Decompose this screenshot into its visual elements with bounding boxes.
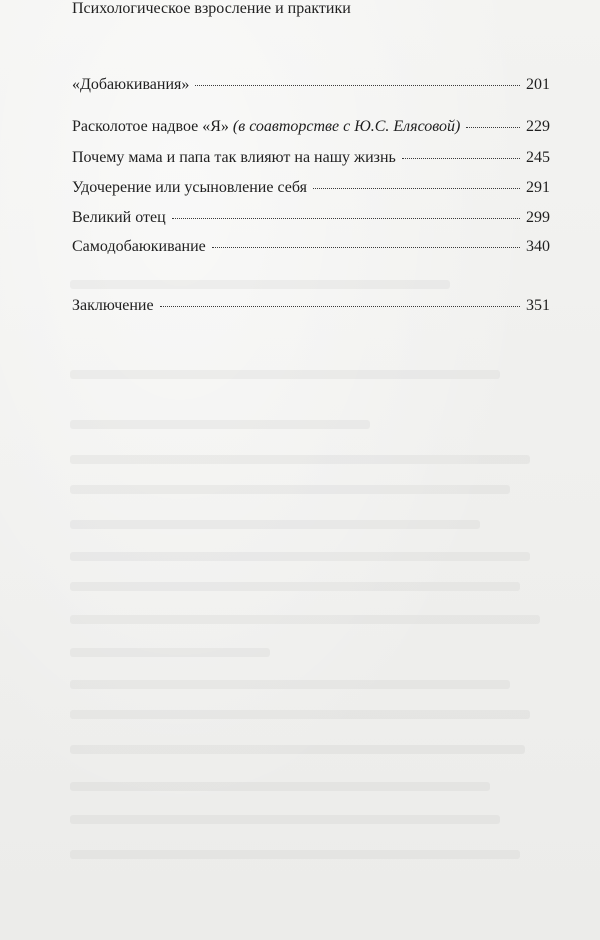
toc-entry-title <box>72 118 460 136</box>
dot-leader <box>195 85 520 86</box>
toc-entry-title-line1: Психологическое взросление и практики <box>72 0 351 17</box>
toc-page-number: 351 <box>526 297 550 314</box>
toc-page-number: 201 <box>526 76 550 93</box>
toc-page-number: 291 <box>526 179 550 196</box>
toc-entry[interactable] <box>72 209 550 227</box>
table-of-contents <box>72 0 550 314</box>
toc-entry[interactable] <box>72 76 550 94</box>
bleed-through-text <box>70 270 540 890</box>
toc-page-number: 299 <box>526 209 550 226</box>
toc-entry-title: Почему мама и папа так влияют на нашу жизнь <box>72 149 396 166</box>
toc-page-number: 229 <box>526 118 550 135</box>
dot-leader <box>402 158 520 159</box>
toc-entry-title-text: Расколотое надвое «Я» <box>72 118 229 135</box>
dot-leader <box>212 247 520 248</box>
toc-entry-title: Удочерение или усыновление себя <box>72 179 307 196</box>
toc-entry[interactable] <box>72 179 550 197</box>
toc-entry[interactable] <box>72 238 550 256</box>
toc-entry[interactable] <box>72 118 550 136</box>
toc-entry-title: Самодобаюкивание <box>72 238 206 255</box>
toc-entry[interactable] <box>72 297 550 315</box>
toc-page-number: 245 <box>526 149 550 166</box>
dot-leader <box>466 127 520 128</box>
toc-page-number: 340 <box>526 238 550 255</box>
toc-entry-title: Великий отец <box>72 209 166 226</box>
dot-leader <box>313 188 520 189</box>
toc-entry-title: «Добаюкивания» <box>72 76 190 93</box>
dot-leader <box>172 218 520 219</box>
toc-entry-title: Заключение <box>72 297 154 314</box>
toc-entry-coauthor-note: (в соавторстве с Ю.С. Елясовой) <box>232 118 461 135</box>
dot-leader <box>160 306 520 307</box>
toc-entry[interactable] <box>72 149 550 167</box>
